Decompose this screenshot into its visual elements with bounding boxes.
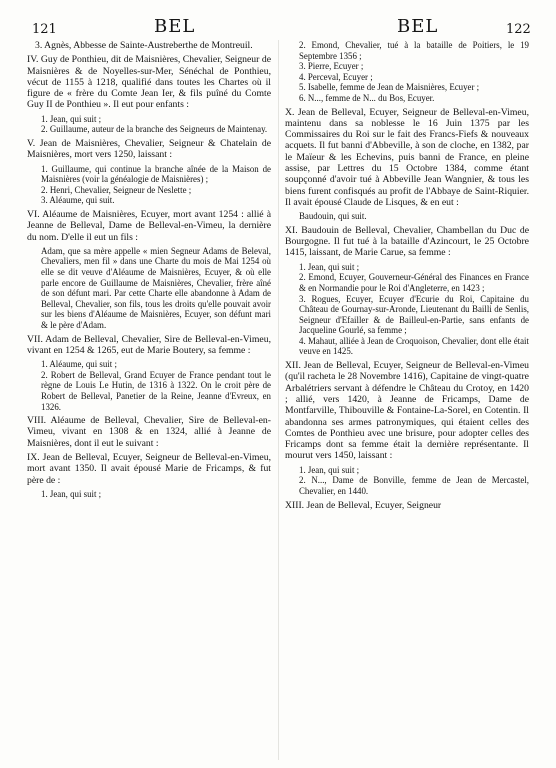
- right-page-number: 122: [506, 22, 531, 37]
- list-item: 1. Jean, qui suit ;: [41, 113, 102, 124]
- list-item: 1. Jean, qui suit ;: [299, 261, 360, 272]
- genealogy-paragraph: XI. Baudouin de Belleval, Chevalier, Chambellan du Duc de Bourgogne. Il fut tué à la bataille d'Azincourt, le 25 Octobre 1415, laissant, de Marie Carue, sa femme :: [285, 224, 529, 259]
- list-item: 2. Guillaume, auteur de la branche des Seigneurs de Maintenay.: [41, 124, 268, 135]
- list-item: 3. Pierre, Ecuyer ;: [299, 61, 364, 72]
- list-item: 1. Jean, qui suit ;: [41, 488, 102, 499]
- list-item: 1. Guillaume, qui continue la branche aînée de la Maison de Maisnières (voir la généalogie de Maisnières) ;: [41, 163, 271, 185]
- left-running-head: BEL: [154, 16, 196, 37]
- list-item: 1. Aléaume, qui suit ;: [41, 359, 117, 370]
- genealogy-paragraph: XIII. Jean de Belleval, Ecuyer, Seigneur: [285, 499, 442, 511]
- genealogy-note: Adam, que sa mère appelle « mien Segneur Adams de Beleval, Chevaliers, men fil » dans une Charte du mois de Mai 1254 où elle se dit veuve d'Aléaume de Maisnières, Ecuyer, & où elle parle encore de Guillaume de Maisnières, Chevalier, frère aîné de son défunt mari. Par cette Charte elle abandonne à Adam de Belleval, Chevalier, son fils, tous les droits qu'elle pouvait avoir sur les biens d'Aléaume de Maisnières, Ecuyer, son défunt mari & le père d'Adam.: [41, 245, 271, 330]
- right-column: [285, 40, 529, 762]
- genealogy-paragraph: XII. Jean de Belleval, Ecuyer, Seigneur de Belleval-en-Vimeu (qu'il racheta le 28 Novembre 1416), Capitaine de vingt-quatre Arbalétriers servant à défendre le Château du Crotoy, en 1420 ; allié, vers 1420, à Jeanne de Fricamps, Dame de Montfarville, Thibouville & Fontaine-La-Sorel, en Cotentin. Il abandonna ses armes patronymiques, qui étaient celles des Comtes de Ponthieu avec une brisure, pour adopter celles des Fricamps dont sa femme était la dernière représentante. Il mourut vers 1450, laissant :: [285, 360, 529, 462]
- genealogy-paragraph: VIII. Aléaume de Belleval, Chevalier, Sire de Belleval-en-Vimeu, vivant en 1308 & en 1324, allié à Jeanne de Maisnières, dont il eut le suivant :: [27, 415, 271, 449]
- list-item: 6. N..., femme de N... du Bos, Ecuyer.: [299, 92, 435, 103]
- list-item: 4. Perceval, Ecuyer ;: [299, 71, 373, 82]
- genealogy-paragraph: IX. Jean de Belleval, Ecuyer, Seigneur de Belleval-en-Vimeu, mort avant 1350. Il avait épousé Marie de Fricamps, & fut père de :: [27, 452, 271, 486]
- column-gutter: [278, 40, 279, 760]
- list-item: 2. N..., Dame de Bonville, femme de Jean de Mercastel, Chevalier, en 1440.: [299, 475, 529, 496]
- right-running-head: BEL: [397, 16, 439, 37]
- list-item: 3. Agnès, Abbesse de Sainte-Austreberthe de Montreuil.: [35, 40, 253, 51]
- genealogy-paragraph: VII. Adam de Belleval, Chevalier, Sire de Belleval-en-Vimeu, vivant en 1254 & 1265, eut de Marie Boutery, sa femme :: [27, 333, 271, 356]
- list-item: 5. Isabelle, femme de Jean de Maisnières, Ecuyer ;: [299, 82, 480, 93]
- list-item: 4. Mahaut, alliée à Jean de Croquoison, Chevalier, dont elle était veuve en 1425.: [299, 335, 529, 357]
- list-item: 2. Robert de Belleval, Grand Ecuyer de France pendant tout le règne de Louis Le Hutin, de 1316 à 1322. On le croit père de Robert de Belleval, Panetier de la Reine, Jeanne d'Evreux, en 1326.: [41, 369, 271, 412]
- list-item: 2. Henri, Chevalier, Seigneur de Neslette ;: [41, 184, 192, 195]
- left-column: [27, 40, 271, 762]
- list-item: 2. Emond, Chevalier, tué à la bataille de Poitiers, le 19 Septembre 1356 ;: [299, 40, 529, 61]
- list-item: 2. Emond, Ecuyer, Gouverneur-Général des Finances en France & en Normandie pour le Roi d'Angleterre, en 1423 ;: [299, 272, 529, 293]
- genealogy-paragraph: VI. Aléaume de Maisnières, Ecuyer, mort avant 1254 : allié à Jeanne de Belleval, Dame de Belleval-en-Vimeu, la dernière du nom. D'elle il eut un fils :: [27, 208, 271, 243]
- genealogy-paragraph: X. Jean de Belleval, Ecuyer, Seigneur de Belleval-en-Vimeu, maintenu dans sa noblesse le 16 Juin 1375 par les Commissaires du Roi sur le fait des Francs-Fiefs & nouveaux acquets. Il fut banni d'Abbeville, à son de cloche, en 1382, par le Maïeur & les Echevins, puis banni de France, en pleine assise, par Lettres du 15 Octobre 1384, comme étant soupçonné d'avoir tué à Abbeville Jean Wangnier, & tous les biens furent confisqués au profit de l'Abbaye de Saint-Riquier. Il avait épousé Claude de Lisques, & en eut :: [285, 106, 529, 208]
- genealogy-paragraph: V. Jean de Maisnières, Chevalier, Seigneur & Chatelain de Maisnières, mort vers 1250, laissant :: [27, 137, 271, 161]
- genealogy-paragraph: IV. Guy de Ponthieu, dit de Maisnières, Chevalier, Seigneur de Maisnières & de Noyelles-sur-Mer, Sénéchal de Ponthieu, vécut de 1155 à 1218, qualifié dans toutes les Chartes où il figure de « frère du Comte Jean Ier, & fils puîné du Comte Guy II de Ponthieu ». Il eut pour enfants :: [27, 54, 271, 111]
- list-item: Baudouin, qui suit.: [299, 211, 367, 222]
- list-item: 3. Rogues, Ecuyer, Ecuyer d'Ecurie du Roi, Capitaine du Château de Gournay-sur-Aronde, Lieutenant du Bailli de Senlis, Seigneur d'Efailler & de Bailleul-en-Partie, sans enfants de Jacqueline Gourlé, sa femme ;: [299, 293, 529, 336]
- list-item: 3. Aléaume, qui suit.: [41, 195, 115, 206]
- list-item: 1. Jean, qui suit ;: [299, 464, 360, 475]
- left-page-number: 121: [32, 22, 57, 37]
